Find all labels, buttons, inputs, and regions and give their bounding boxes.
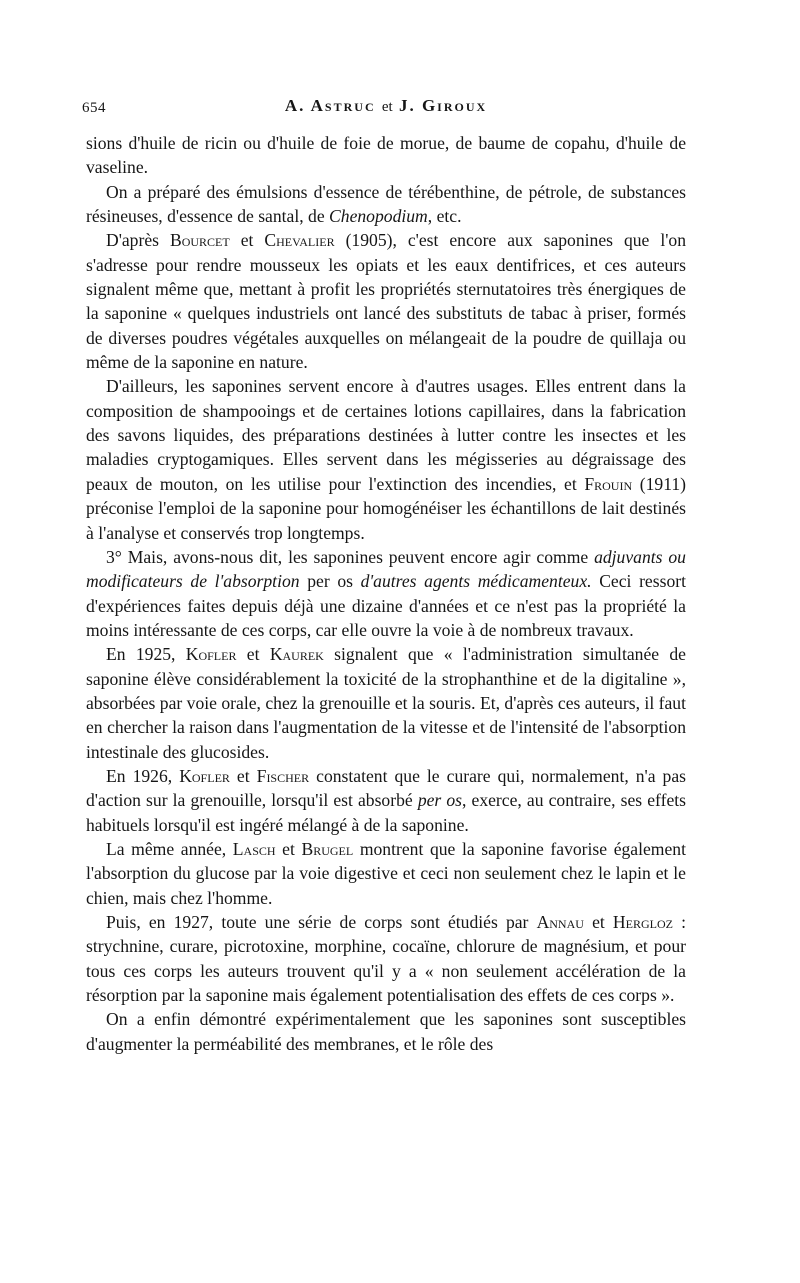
paragraph	[86, 180, 686, 229]
author-name: Annau	[536, 912, 584, 932]
author-name: Kofler	[179, 765, 230, 786]
paragraph	[86, 374, 686, 544]
text-run: et	[229, 230, 265, 251]
running-head	[82, 96, 690, 116]
paragraph	[86, 642, 686, 764]
running-head-conjunction: et	[381, 99, 393, 115]
text-run: , etc.	[427, 206, 462, 227]
italic-text: Chenopodium	[329, 206, 428, 227]
text-run: En 1926,	[106, 765, 180, 786]
text-run: Puis, en 1927, toute une série de corps sont étudiés par	[106, 912, 537, 932]
text-run: On a enfin démontré expérimentalement que les saponines sont susceptibles d'augmenter la perméabilité des membranes, et le rôle des	[86, 1009, 686, 1054]
running-head-author-1: A. Astruc	[284, 96, 376, 115]
text-run: et	[275, 838, 302, 859]
body-text	[86, 131, 686, 1056]
text-run: signalent que « l'administration simultanée de saponine élève considérablement la toxicité de la strophanthine et de la digitaline », absorbées par voie orale, chez la grenouille et la souris. Et, d'après ces auteurs, il faut en chercher la raison dans l'augmentation de la vitesse et de l'intensité de l'absorption intestinale des glucosides.	[86, 644, 686, 762]
author-name: Chevalier	[264, 230, 335, 251]
paragraph	[86, 1007, 686, 1056]
text-run: En 1925,	[106, 644, 186, 665]
author-name: Frouin	[584, 473, 633, 494]
page-header	[82, 96, 690, 122]
paragraph	[86, 764, 686, 837]
text-run: , exerce, au contraire, ses effets habituels lorsqu'il est ingéré mélangé à de la saponine.	[86, 790, 686, 835]
text-run: Ceci ressort d'expériences faites depuis déjà une dizaine d'années et ce n'est pas la propriété la moins intéressante de ces corps, car elle ouvre la voie à de nombreux travaux.	[86, 571, 686, 640]
italic-text: d'autres agents médicamenteux.	[360, 571, 592, 592]
author-name: Kofler	[185, 644, 237, 665]
author-name: Kaurek	[269, 644, 324, 665]
author-name: Lasch	[232, 838, 276, 859]
text-run: (1911) préconise l'emploi de la saponine pour homogénéiser les échantillons de lait destinés à l'analyse et conservés trop longtemps.	[86, 473, 687, 543]
italic-text: per os	[417, 790, 463, 811]
page-number: 654	[82, 100, 106, 116]
author-name: Hergloz	[612, 912, 673, 932]
running-head-author-2: J. Giroux	[398, 96, 488, 115]
paragraph	[86, 910, 686, 1007]
author-name: Bourcet	[169, 230, 230, 251]
text-run: et	[583, 912, 613, 932]
text-run: per os	[299, 571, 361, 592]
author-name: Fischer	[256, 765, 310, 786]
paragraph	[86, 545, 686, 642]
text-run: et	[229, 765, 257, 786]
text-run: 3° Mais, avons-nous dit, les saponines peuvent encore agir comme	[106, 546, 595, 567]
text-run: et	[236, 644, 270, 665]
text-run: : strychnine, curare, picrotoxine, morphine, cocaïne, chlorure de magnésium, et pour tous ces corps les auteurs trouvent qu'il y a « non seulement accélération de la résorption par la saponine mais également potentialisation des effets de ces corps ».	[86, 912, 686, 1006]
text-run: On a préparé des émulsions d'essence de térébenthine, de pétrole, de substances résineuses, d'essence de santal, de	[86, 181, 686, 227]
text-run: sions d'huile de ricin ou d'huile de foie de morue, de baume de copahu, d'huile de vaseline.	[86, 133, 686, 178]
text-run: constatent que le curare qui, normalement, n'a pas d'action sur la grenouille, lorsqu'il est absorbé	[86, 765, 687, 811]
text-run: D'ailleurs, les saponines servent encore à d'autres usages. Elles entrent dans la composition de shampooings et de certaines lotions capillaires, dans la fabrication des savons liquides, des préparations destinées à lutter contre les insectes et les maladies cryptogamiques. Elles servent dans les mégisseries au dégraissage des peaux de mouton, on les utilise pour l'extinction des incendies, et	[86, 376, 686, 494]
author-name: Brugel	[301, 838, 354, 859]
paragraph	[86, 228, 686, 374]
text-run: D'après	[106, 230, 170, 251]
text-run: La même année,	[106, 838, 233, 859]
text-run: (1905), c'est encore aux saponines que l'on s'adresse pour rendre mousseux les opiats et les eaux dentifrices, et ces auteurs signalent même que, mettant à profit les propriétés sternutatoires très énergiques de la saponine « quelques industriels ont lancé des substituts de tabac à priser, formés de diverses poudres végétales auxquelles on mélangeait de la poudre de quillaja ou même de la saponine en nature.	[86, 230, 687, 373]
paragraph	[86, 837, 686, 910]
paragraph	[86, 131, 686, 180]
text-run: montrent que la saponine favorise également l'absorption du glucose par la voie digestive et ceci non seulement chez le lapin et le chien, mais chez l'homme.	[86, 838, 686, 908]
italic-text: adjuvants ou modificateurs de l'absorption	[86, 546, 686, 592]
